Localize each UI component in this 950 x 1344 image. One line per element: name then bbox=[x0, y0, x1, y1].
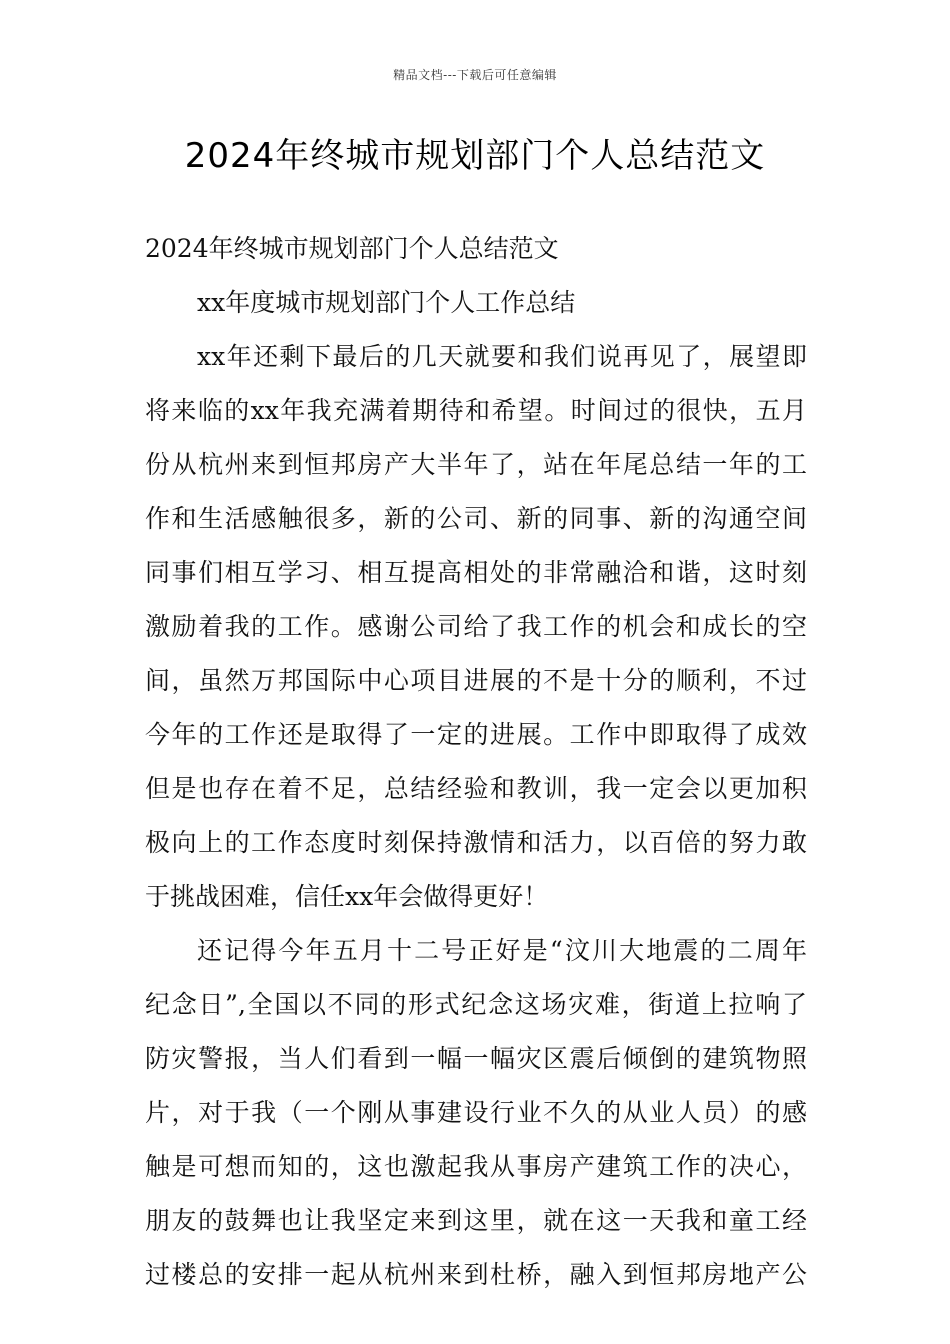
header-note: 精品文档---下载后可任意编辑 bbox=[393, 68, 557, 82]
section-heading: xx年度城市规划部门个人工作总结 bbox=[197, 288, 576, 317]
paragraph-line: 过楼总的安排一起从杭州来到杜桥，融入到恒邦房地产公 bbox=[145, 1260, 807, 1289]
paragraph-line: 朋友的鼓舞也让我坚定来到这里，就在这一天我和童工经 bbox=[145, 1206, 807, 1235]
paragraph-line: 防灾警报，当人们看到一幅一幅灾区震后倾倒的建筑物照 bbox=[145, 1044, 807, 1073]
paragraph-line: 作和生活感触很多，新的公司、新的同事、新的沟通空间 bbox=[145, 504, 807, 533]
paragraph-line: 今年的工作还是取得了一定的进展。工作中即取得了成效 bbox=[145, 720, 807, 749]
paragraph-line: 将来临的xx年我充满着期待和希望。时间过的很快，五月 bbox=[145, 396, 807, 425]
paragraph-line: 间，虽然万邦国际中心项目进展的不是十分的顺利，不过 bbox=[145, 666, 807, 695]
document-title: 2024年终城市规划部门个人总结范文 bbox=[184, 136, 766, 176]
paragraph-line: 还记得今年五月十二号正好是“汶川大地震的二周年 bbox=[197, 936, 807, 965]
document-body bbox=[145, 230, 807, 1310]
paragraph-line: 份从杭州来到恒邦房产大半年了，站在年尾总结一年的工 bbox=[145, 450, 807, 479]
paragraph-line: 触是可想而知的，这也激起我从事房产建筑工作的决心， bbox=[145, 1152, 807, 1181]
paragraph-line: xx年还剩下最后的几天就要和我们说再见了，展望即 bbox=[197, 342, 807, 371]
paragraph-line: 纪念日”,全国以不同的形式纪念这场灾难，街道上拉响了 bbox=[145, 990, 807, 1019]
paragraph-line: 激励着我的工作。感谢公司给了我工作的机会和成长的空 bbox=[145, 612, 807, 641]
paragraph-line: 但是也存在着不足，总结经验和教训，我一定会以更加积 bbox=[145, 774, 807, 803]
subtitle-line: 2024年终城市规划部门个人总结范文 bbox=[145, 234, 559, 263]
paragraph-line: 于挑战困难，信任xx年会做得更好！ bbox=[145, 882, 549, 911]
paragraph-line: 片，对于我（一个刚从事建设行业不久的从业人员）的感 bbox=[145, 1098, 807, 1127]
paragraph-line: 同事们相互学习、相互提高相处的非常融洽和谐，这时刻 bbox=[145, 558, 807, 587]
paragraph-line: 极向上的工作态度时刻保持激情和活力，以百倍的努力敢 bbox=[145, 828, 807, 857]
